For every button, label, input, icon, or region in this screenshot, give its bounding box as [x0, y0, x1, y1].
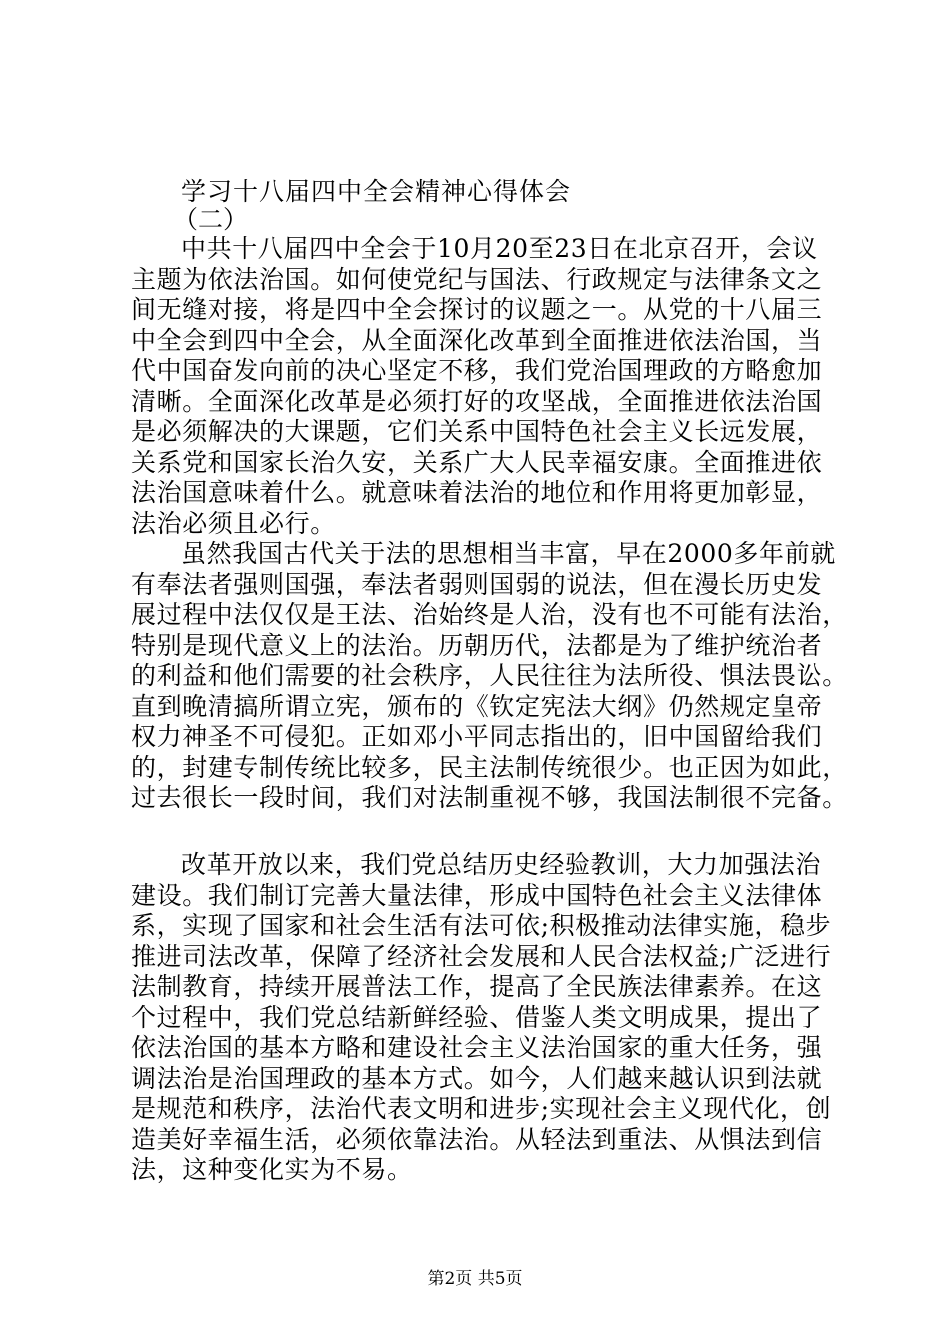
- paragraph-line: 权力神圣不可侵犯。正如邓小平同志指出的，旧中国留给我们: [131, 722, 823, 751]
- paragraph-line: 法制教育，持续开展普法工作，提高了全民族法律素养。在这: [131, 972, 823, 1001]
- document-subtitle: （二）: [173, 205, 249, 234]
- paragraph-line: 代中国奋发向前的决心坚定不移，我们党治国理政的方略愈加: [131, 356, 823, 385]
- paragraph-line: 的，封建专制传统比较多，民主法制传统很少。也正因为如此，: [131, 752, 848, 782]
- paragraph-line: 中全会到四中全会，从全面深化改革到全面推进依法治国，当: [131, 325, 823, 355]
- paragraph-line: 过去很长一段时间，我们对法制重视不够，我国法制很不完备。: [131, 783, 848, 812]
- paragraph-line: 的利益和他们需要的社会秩序，人民往往为法所役、惧法畏讼。: [131, 661, 848, 690]
- paragraph-line: 法，这种变化实为不易。: [131, 1155, 413, 1184]
- paragraph-line: 系，实现了国家和社会生活有法可依;积极推动法律实施，稳步: [131, 911, 832, 940]
- document-title: 学习十八届四中全会精神心得体会: [181, 177, 572, 206]
- paragraph-line: 造美好幸福生活，必须依靠法治。从轻法到重法、从惧法到信: [131, 1124, 823, 1154]
- paragraph-line: 法治国意味着什么。就意味着法治的地位和作用将更加彰显，: [131, 478, 823, 507]
- paragraph-line: 是必须解决的大课题，它们关系中国特色社会主义长远发展，: [131, 417, 823, 446]
- paragraph-line: 有奉法者强则国强，奉法者弱则国弱的说法，但在漫长历史发: [131, 569, 823, 599]
- paragraph-line: 是规范和秩序，法治代表文明和进步;实现社会主义现代化，创: [131, 1094, 832, 1123]
- paragraph-line: 推进司法改革，保障了经济社会发展和人民合法权益;广泛进行: [131, 941, 832, 971]
- paragraph-1: [131, 234, 851, 539]
- paragraph-line: 改革开放以来，我们党总结历史经验教训，大力加强法治: [181, 850, 822, 879]
- page-footer: 第2页 共5页: [427, 1269, 523, 1289]
- paragraph-line: 特别是现代意义上的法治。历朝历代，法都是为了维护统治者: [131, 630, 823, 660]
- paragraph-line: 主题为依法治国。如何使党纪与国法、行政规定与法律条文之: [131, 264, 823, 294]
- paragraph-line: 清晰。全面深化改革是必须打好的攻坚战，全面推进依法治国: [131, 386, 823, 416]
- paragraph-line: 个过程中，我们党总结新鲜经验、借鉴人类文明成果，提出了: [131, 1002, 823, 1032]
- paragraph-line: 展过程中法仅仅是王法、治始终是人治，没有也不可能有法治，: [131, 600, 848, 629]
- paragraph-3: [131, 850, 851, 1186]
- paragraph-2: [131, 539, 851, 814]
- paragraph-line: 法治必须且必行。: [131, 508, 336, 538]
- paragraph-line: 调法治是治国理政的基本方式。如今，人们越来越认识到法就: [131, 1063, 823, 1093]
- paragraph-line: 直到晚清搞所谓立宪，颁布的《钦定宪法大纲》仍然规定皇帝: [131, 691, 823, 721]
- paragraph-line: 间无缝对接，将是四中全会探讨的议题之一。从党的十八届三: [131, 295, 823, 324]
- paragraph-line: 依法治国的基本方略和建设社会主义法治国家的重大任务，强: [131, 1033, 823, 1062]
- paragraph-line: 关系党和国家长治久安，关系广大人民幸福安康。全面推进依: [131, 447, 823, 477]
- paragraph-line: 中共十八届四中全会于10月20至23日在北京召开，会议: [181, 234, 818, 263]
- paragraph-line: 虽然我国古代关于法的思想相当丰富，早在2000多年前就: [181, 539, 836, 568]
- paragraph-line: 建设。我们制订完善大量法律，形成中国特色社会主义法律体: [131, 880, 823, 910]
